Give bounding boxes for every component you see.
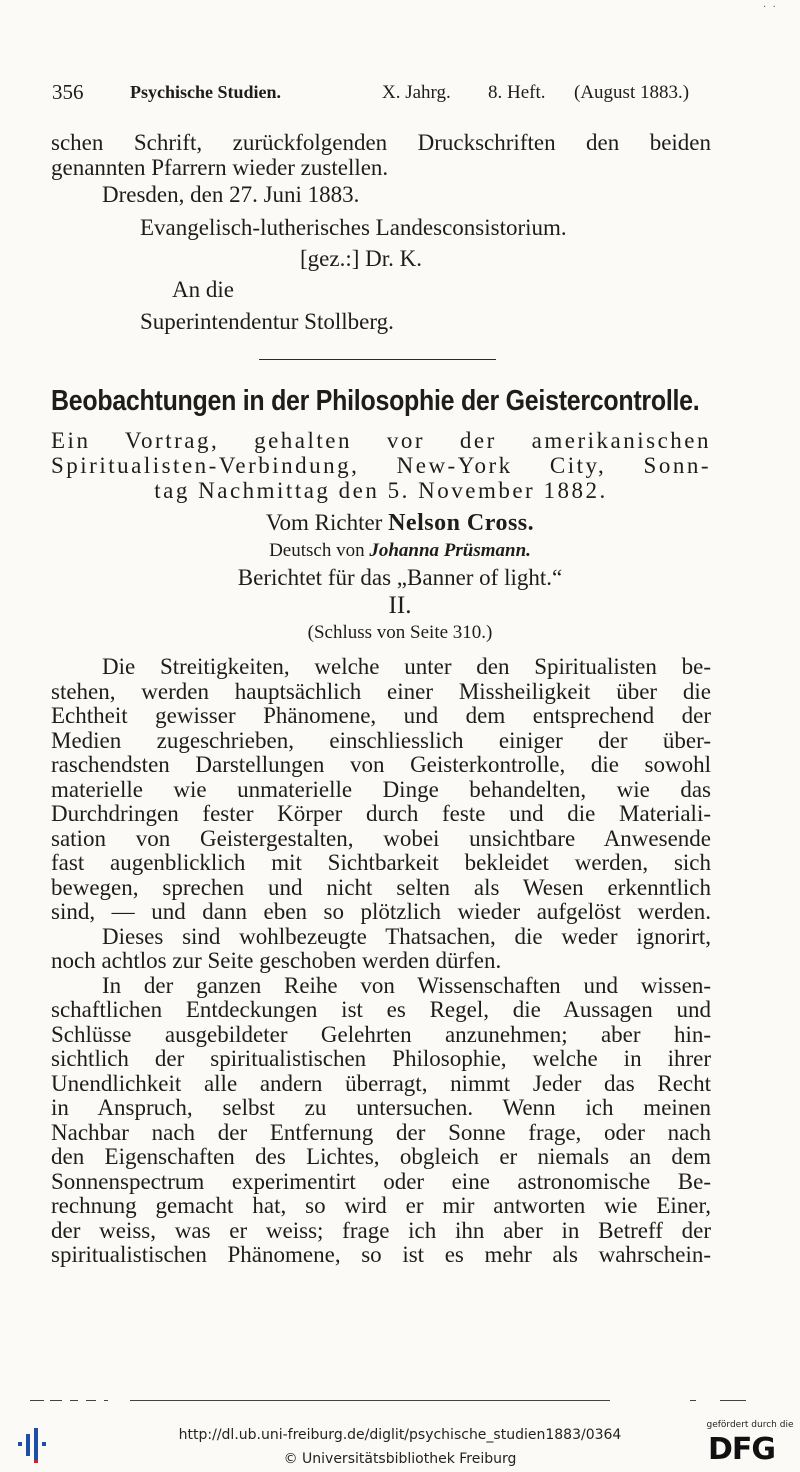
translator-name: Johanna Prüsmann. xyxy=(369,540,531,561)
signature: [gez.:] Dr. K. xyxy=(300,246,422,271)
continuation-note: (Schluss von Seite 310.) xyxy=(307,622,493,643)
volume-year: X. Jahrg. xyxy=(382,82,451,103)
text-line: Die Streitigkeiten, welche unter den Spiritualisten be- xyxy=(102,654,711,679)
text-line: schen Schrift, zurückfolgenden Druckschriften den beiden xyxy=(51,130,711,155)
text-line: rechnung gemacht hat, so wird er mir antworten wie Einer, xyxy=(51,1193,711,1218)
text-line: in Anspruch, selbst zu untersuchen. Wenn ich meinen xyxy=(51,1095,711,1120)
article-body xyxy=(51,655,711,1268)
source-note: Berichtet für das „Banner of light.“ xyxy=(237,565,563,590)
addressee-line: Superintendentur Stollberg. xyxy=(140,309,394,334)
author-line xyxy=(0,510,800,537)
part-number: II. xyxy=(388,592,412,619)
running-head xyxy=(52,80,712,106)
text-line: Unendlichkeit alle andern überragt, nimmt Jeder das Recht xyxy=(51,1070,711,1096)
text-line: genannten Pfarrern wieder zustellen. xyxy=(51,154,389,180)
subtitle-line: Ein Vortrag, gehalten vor der amerikanischen xyxy=(51,428,711,453)
page-number: 356 xyxy=(52,80,84,104)
text-line: raschendsten Darstellungen von Geisterkontrolle, die sowohl xyxy=(51,752,711,777)
place-date: Dresden, den 27. Juni 1883. xyxy=(102,182,360,207)
text-line: materielle wie unmaterielle Dinge behandelten, wie das xyxy=(51,776,711,802)
dfg-logo-mark: DFG xyxy=(708,1432,776,1467)
text-line: stehen, werden hauptsächlich einer Missheiligkeit über die xyxy=(51,678,711,704)
text-line: Sonnenspectrum experimentirt oder eine astronomische Be- xyxy=(51,1168,711,1194)
issue-number: 8. Heft. xyxy=(488,82,546,103)
translator-prefix: Deutsch von xyxy=(269,540,365,561)
issuing-authority: Evangelisch-lutherisches Landesconsistorium. xyxy=(140,215,567,240)
author-prefix: Vom Richter xyxy=(265,510,383,535)
opening-paragraph xyxy=(51,131,711,180)
dfg-tagline: gefördert durch die xyxy=(706,1420,794,1430)
text-line: Schlüsse ausgebildeter Gelehrten anzunehmen; aber hin- xyxy=(51,1021,711,1047)
text-line: Medien zugeschrieben, einschliesslich einiger der über- xyxy=(51,727,711,753)
translator-line xyxy=(0,540,800,562)
article-subtitle xyxy=(51,428,711,503)
text-line: Echtheit gewisser Phänomene, und dem entsprechend der xyxy=(51,703,711,728)
text-line: Nachbar nach der Entfernung der Sonne frage, oder nach xyxy=(51,1119,711,1145)
text-line: noch achtlos zur Seite geschoben werden dürfen. xyxy=(51,948,502,973)
text-line: schaftlichen Entdeckungen ist es Regel, die Aussagen und xyxy=(51,997,711,1022)
text-line: fast augenblicklich mit Sichtbarkeit bekleidet werden, sich xyxy=(51,850,711,875)
article-title: Beobachtungen in der Philosophie der Geistercontrolle. xyxy=(51,385,700,417)
issue-date: (August 1883.) xyxy=(574,82,690,103)
text-line: sind, — und dann eben so plötzlich wieder aufgelöst werden. xyxy=(51,899,711,924)
footer-divider xyxy=(30,1400,770,1410)
text-line: sichtlich der spiritualistischen Philosophie, welche in ihrer xyxy=(51,1046,711,1071)
subtitle-line: Spiritualisten-Verbindung, New-York City, Sonn- xyxy=(51,453,711,478)
section-divider xyxy=(259,359,496,360)
copyright-notice: © Universitätsbibliothek Freiburg xyxy=(283,1451,517,1467)
text-line: bewegen, sprechen und nicht selten als Wesen erkenntlich xyxy=(51,874,711,900)
text-line: Dieses sind wohlbezeugte Thatsachen, die weder ignorirt, xyxy=(102,923,711,949)
journal-title: Psychische Studien. xyxy=(130,82,282,102)
source-url-link[interactable]: http://dl.ub.uni-freiburg.de/diglit/psychische_studien1883/0364 xyxy=(178,1427,622,1443)
dfg-logo xyxy=(704,1420,796,1466)
author-name: Nelson Cross. xyxy=(388,510,535,536)
text-line: Durchdringen fester Körper durch feste und die Materiali- xyxy=(51,801,711,826)
text-line: spiritualistischen Phänomene, so ist es mehr als wahrschein- xyxy=(51,1242,711,1267)
subtitle-line: tag Nachmittag den 5. November 1882. xyxy=(154,478,608,503)
scan-mark: · · xyxy=(762,2,778,13)
text-line: sation von Geistergestalten, wobei unsichtbare Anwesende xyxy=(51,825,711,851)
addressee-line: An die xyxy=(172,277,234,302)
text-line: der weiss, was er weiss; frage ich ihn aber in Betreff der xyxy=(51,1217,711,1243)
text-line: In der ganzen Reihe von Wissenschaften und wissen- xyxy=(102,972,711,998)
text-line: den Eigenschaften des Lichtes, obgleich er niemals an dem xyxy=(51,1144,711,1169)
